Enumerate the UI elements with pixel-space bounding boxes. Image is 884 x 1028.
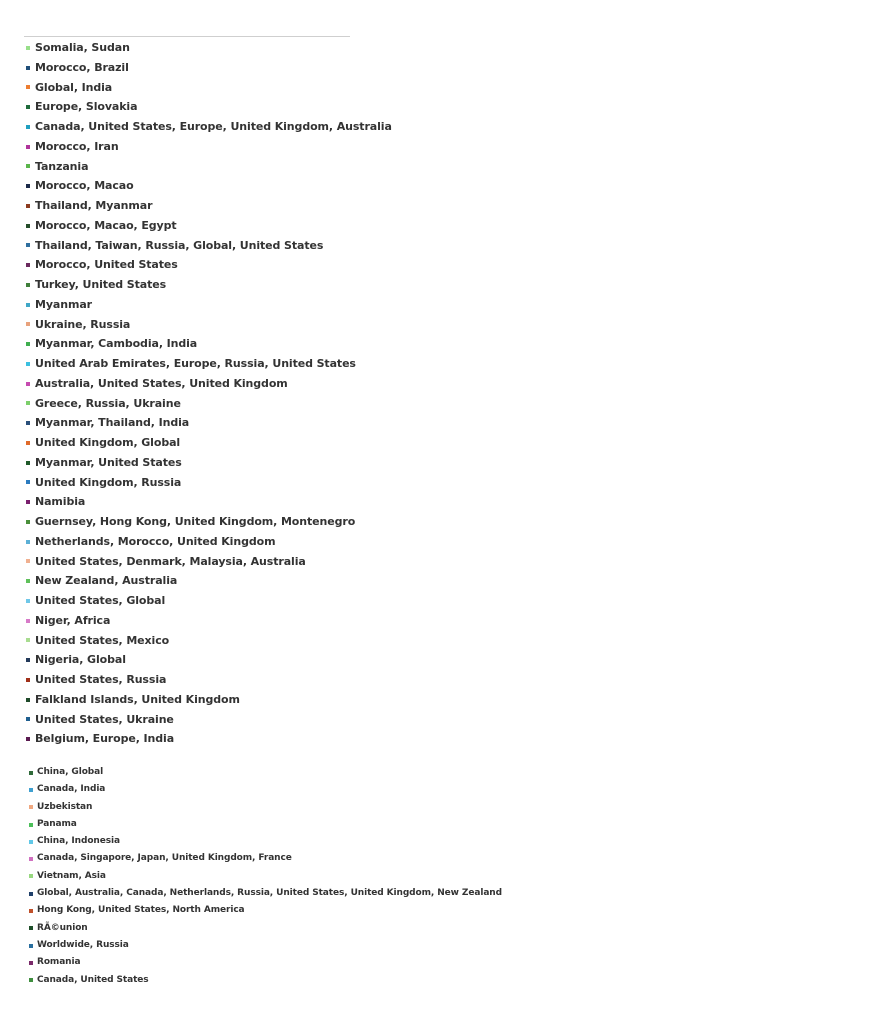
legend-label: Europe, Slovakia bbox=[35, 100, 138, 114]
legend-entry bbox=[26, 58, 392, 78]
legend-entry bbox=[29, 764, 502, 781]
legend-label: Worldwide, Russia bbox=[37, 939, 129, 950]
legend-entry bbox=[29, 781, 502, 798]
legend-entry bbox=[26, 729, 392, 749]
legend-label: Belgium, Europe, India bbox=[35, 732, 175, 746]
legend-entry bbox=[26, 670, 392, 690]
legend-label: Uzbekistan bbox=[37, 801, 93, 812]
legend-entry bbox=[29, 816, 502, 833]
legend-swatch bbox=[26, 66, 30, 70]
legend-entry bbox=[26, 473, 392, 493]
legend-entry bbox=[26, 413, 392, 433]
legend-swatch bbox=[26, 362, 30, 366]
legend-label: Morocco, Macao, Egypt bbox=[35, 218, 177, 232]
legend-group-1 bbox=[26, 38, 392, 749]
legend-entry bbox=[26, 78, 392, 98]
legend-entry bbox=[29, 954, 502, 971]
legend-swatch bbox=[26, 401, 30, 405]
legend-label: Morocco, Brazil bbox=[35, 60, 129, 74]
legend-swatch bbox=[26, 224, 30, 228]
legend-swatch bbox=[26, 342, 30, 346]
legend-swatch bbox=[26, 243, 30, 247]
legend-swatch bbox=[26, 145, 30, 149]
legend-entry bbox=[29, 885, 502, 902]
legend-label: United States, Global bbox=[35, 594, 166, 607]
legend-swatch bbox=[26, 46, 30, 50]
legend-entry bbox=[26, 38, 392, 58]
legend-swatch bbox=[26, 540, 30, 544]
legend-entry bbox=[26, 315, 392, 335]
legend-entry bbox=[26, 492, 392, 512]
legend-entry bbox=[26, 137, 392, 157]
legend-entry bbox=[29, 972, 502, 989]
legend-label: Canada, India bbox=[37, 784, 106, 795]
legend-entry bbox=[26, 690, 392, 710]
legend-swatch bbox=[26, 480, 30, 484]
legend-label: New Zealand, Australia bbox=[35, 574, 178, 588]
legend-label: Namibia bbox=[35, 495, 86, 509]
legend-swatch bbox=[29, 874, 33, 878]
legend-swatch bbox=[29, 978, 33, 982]
legend-entry bbox=[26, 295, 392, 315]
legend-label: Greece, Russia, Ukraine bbox=[35, 396, 181, 410]
legend-swatch bbox=[29, 892, 33, 896]
legend-swatch bbox=[26, 283, 30, 287]
legend-entry bbox=[26, 591, 392, 611]
legend-label: Panama bbox=[37, 818, 77, 829]
legend-group-2 bbox=[29, 764, 502, 989]
legend-entry bbox=[26, 394, 392, 414]
legend-label: United Kingdom, Global bbox=[35, 436, 181, 449]
legend-entry bbox=[26, 216, 392, 236]
legend-swatch bbox=[26, 85, 30, 89]
legend-entry bbox=[29, 833, 502, 850]
legend-entry bbox=[29, 868, 502, 885]
legend-swatch bbox=[26, 678, 30, 682]
legend-swatch bbox=[29, 857, 33, 861]
legend-label: Canada, United States, Europe, United Kingdom, Australia bbox=[35, 120, 392, 133]
legend-swatch bbox=[29, 805, 33, 809]
legend-label: Netherlands, Morocco, United Kingdom bbox=[35, 534, 276, 548]
legend-swatch bbox=[29, 788, 33, 792]
legend-entry bbox=[26, 631, 392, 651]
legend-label: Turkey, United States bbox=[35, 278, 167, 291]
legend-entry bbox=[26, 453, 392, 473]
legend-entry bbox=[29, 902, 502, 919]
legend-entry bbox=[26, 255, 392, 275]
legend-label: United Arab Emirates, Europe, Russia, United States bbox=[35, 357, 356, 370]
legend-swatch bbox=[26, 322, 30, 326]
legend-label: Myanmar, Cambodia, India bbox=[35, 337, 198, 351]
legend-label: Nigeria, Global bbox=[35, 653, 126, 667]
legend-swatch bbox=[29, 771, 33, 775]
legend-label: United States, Mexico bbox=[35, 633, 170, 647]
legend-label: United States, Russia bbox=[35, 673, 167, 686]
legend-swatch bbox=[29, 823, 33, 827]
legend-swatch bbox=[26, 559, 30, 563]
legend-label: United States, Denmark, Malaysia, Australia bbox=[35, 554, 306, 568]
legend-label: Thailand, Myanmar bbox=[35, 199, 153, 212]
legend-label: Canada, United States bbox=[37, 974, 149, 985]
legend-swatch bbox=[29, 944, 33, 948]
legend-swatch bbox=[26, 717, 30, 721]
legend-label: Global, Australia, Canada, Netherlands, Russia, United States, United Kingdom, New Zealand bbox=[37, 888, 502, 899]
legend-swatch bbox=[26, 698, 30, 702]
legend-entry bbox=[26, 196, 392, 216]
legend-entry bbox=[29, 937, 502, 954]
legend-swatch bbox=[26, 500, 30, 504]
legend-label: RÃ©union bbox=[37, 922, 88, 933]
legend-swatch bbox=[26, 441, 30, 445]
legend-label: Morocco, Macao bbox=[35, 179, 134, 193]
legend-swatch bbox=[26, 125, 30, 129]
legend-label: China, Indonesia bbox=[37, 836, 120, 847]
legend-label: Myanmar, United States bbox=[35, 455, 182, 469]
legend-entry bbox=[26, 552, 392, 572]
legend-entry bbox=[26, 334, 392, 354]
legend-swatch bbox=[26, 599, 30, 603]
legend-label: Morocco, Iran bbox=[35, 139, 119, 153]
legend-swatch bbox=[26, 737, 30, 741]
legend-entry bbox=[26, 512, 392, 532]
legend-entry bbox=[26, 374, 392, 394]
legend-label: United States, Ukraine bbox=[35, 712, 174, 726]
legend-swatch bbox=[26, 204, 30, 208]
legend-entry bbox=[26, 157, 392, 177]
legend-label: Canada, Singapore, Japan, United Kingdom, France bbox=[37, 853, 292, 864]
legend-entry bbox=[26, 433, 392, 453]
legend-entry bbox=[26, 176, 392, 196]
legend-swatch bbox=[26, 421, 30, 425]
legend-swatch bbox=[26, 164, 30, 168]
legend-swatch bbox=[29, 926, 33, 930]
legend-swatch bbox=[26, 105, 30, 109]
legend-swatch bbox=[29, 909, 33, 913]
legend-swatch bbox=[26, 184, 30, 188]
legend-entry bbox=[26, 611, 392, 631]
legend-label: China, Global bbox=[37, 767, 104, 777]
legend-top-divider bbox=[24, 36, 350, 37]
legend-label: Vietnam, Asia bbox=[37, 870, 106, 881]
legend-label: Ukraine, Russia bbox=[35, 317, 131, 331]
legend-entry bbox=[26, 236, 392, 256]
legend-entry bbox=[26, 275, 392, 295]
legend-label: Global, India bbox=[35, 80, 113, 94]
legend-entry bbox=[26, 650, 392, 670]
legend-swatch bbox=[26, 638, 30, 642]
legend-entry bbox=[29, 920, 502, 937]
legend-entry bbox=[29, 850, 502, 867]
legend-entry bbox=[26, 117, 392, 137]
legend-label: Tanzania bbox=[35, 159, 89, 173]
legend-swatch bbox=[26, 520, 30, 524]
legend-swatch bbox=[29, 961, 33, 965]
legend-entry bbox=[26, 354, 392, 374]
legend-label: Niger, Africa bbox=[35, 613, 111, 627]
legend-entry bbox=[26, 97, 392, 117]
legend-swatch bbox=[26, 461, 30, 465]
legend-label: United Kingdom, Russia bbox=[35, 475, 182, 489]
legend-label: Somalia, Sudan bbox=[35, 41, 130, 54]
legend-label: Morocco, United States bbox=[35, 258, 178, 272]
legend-swatch bbox=[26, 382, 30, 386]
legend-label: Thailand, Taiwan, Russia, Global, United States bbox=[35, 238, 324, 252]
legend-label: Myanmar, Thailand, India bbox=[35, 416, 190, 430]
legend-label: Hong Kong, United States, North America bbox=[37, 905, 245, 916]
legend-label: Myanmar bbox=[35, 297, 92, 311]
legend-swatch bbox=[26, 658, 30, 662]
legend-swatch bbox=[26, 303, 30, 307]
legend-swatch bbox=[29, 840, 33, 844]
legend-swatch bbox=[26, 263, 30, 267]
legend-label: Romania bbox=[37, 957, 81, 968]
legend-label: Guernsey, Hong Kong, United Kingdom, Montenegro bbox=[35, 515, 356, 528]
legend-entry bbox=[26, 532, 392, 552]
legend-label: Australia, United States, United Kingdom bbox=[35, 376, 288, 390]
legend-swatch bbox=[26, 579, 30, 583]
legend-label: Falkland Islands, United Kingdom bbox=[35, 692, 240, 706]
legend-swatch bbox=[26, 619, 30, 623]
legend-entry bbox=[29, 799, 502, 816]
legend-entry bbox=[26, 571, 392, 591]
legend-entry bbox=[26, 710, 392, 730]
